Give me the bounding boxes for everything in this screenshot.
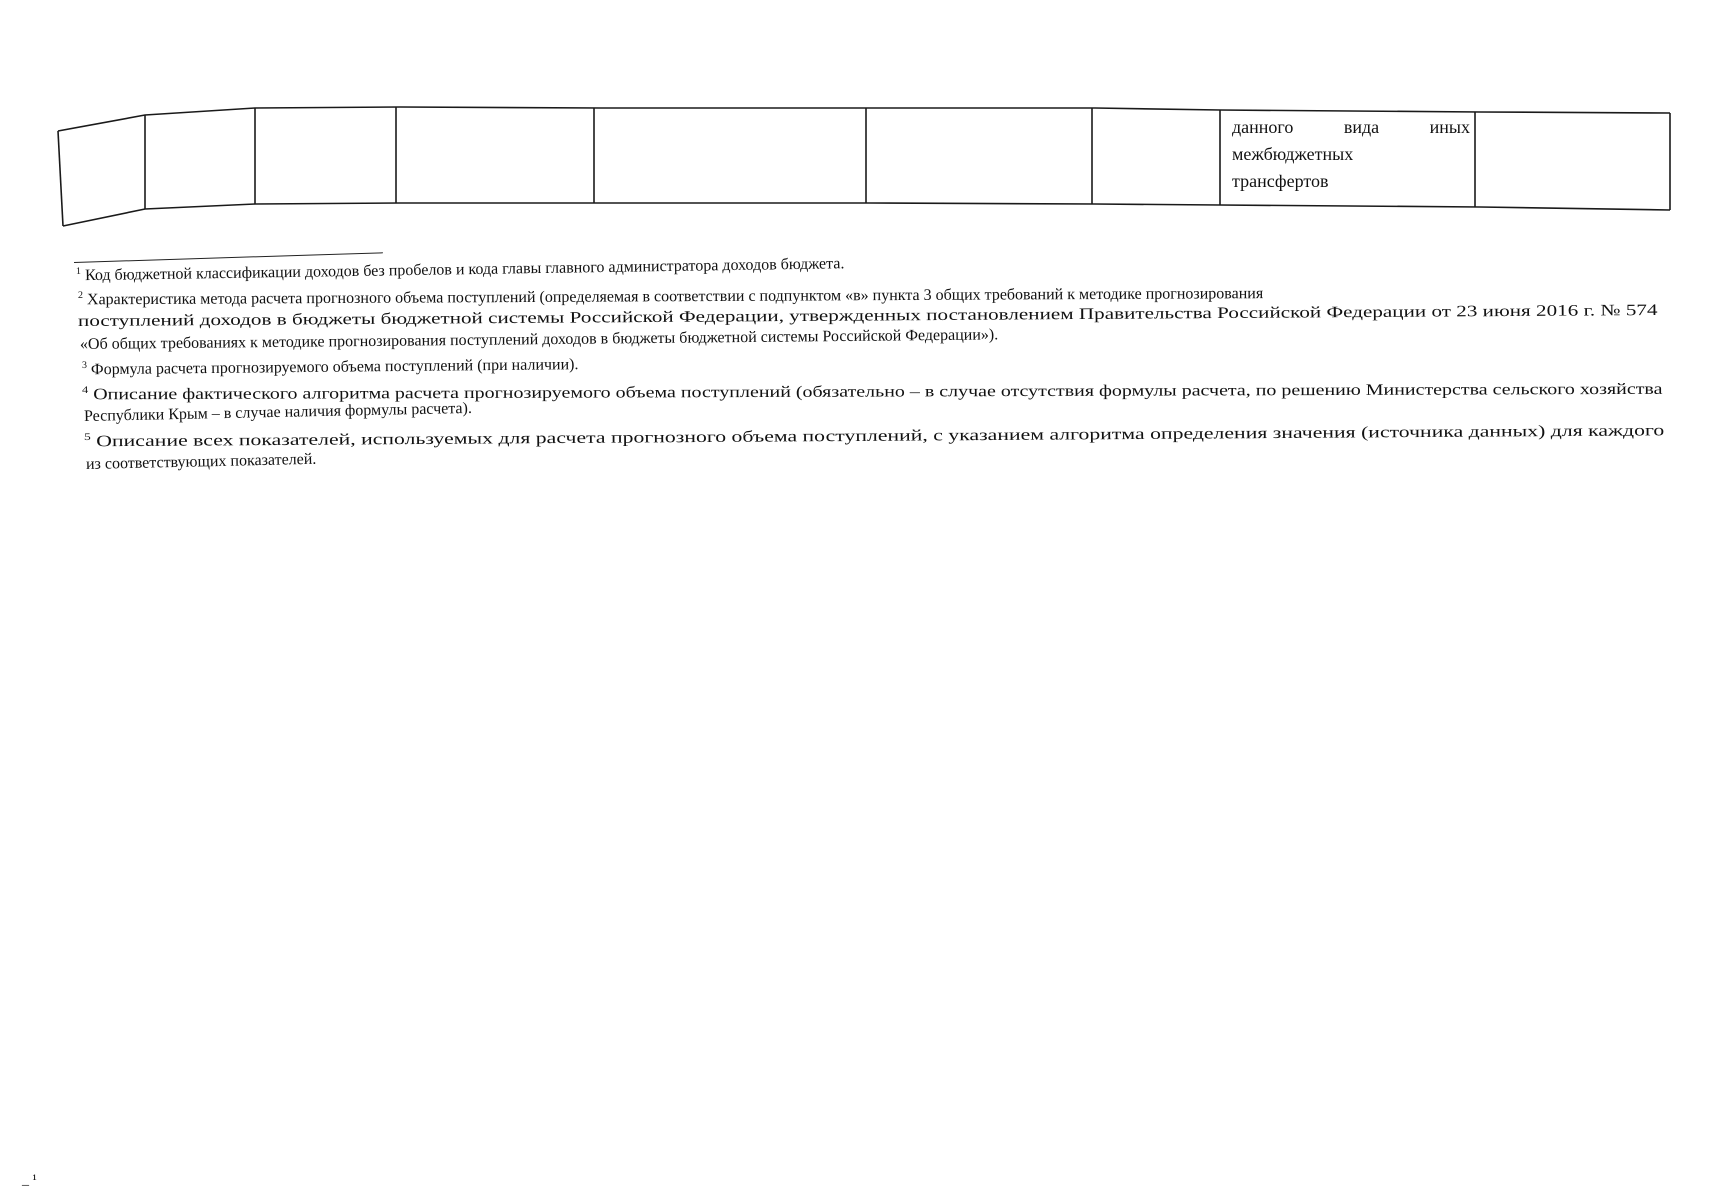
- footnote-number: 2: [77, 289, 84, 301]
- footnote-3: [82, 355, 579, 380]
- footnote-text: Формула расчета прогнозируемого объема поступлений (при наличии).: [90, 356, 579, 379]
- table-cell-word: иных: [1429, 117, 1470, 137]
- footnote-text: из соответствующих показателей.: [85, 450, 317, 473]
- page-mark: _ ¹: [22, 1173, 37, 1188]
- footnote-2-line-3: [80, 326, 998, 354]
- footnote-text: Описание фактического алгоритма расчета прогнозируемого объема поступлений (обязательно – в случае отсутствия формулы расчета, по решению Министерства сельского хозяйства: [93, 380, 1663, 404]
- table-bottom-border: [63, 203, 1670, 226]
- table-col-line: [58, 131, 63, 226]
- footnote-number: 3: [81, 359, 88, 371]
- footnote-text: «Об общих требованиях к методике прогнозирования поступлений доходов в бюджеты бюджетной системы Российской Федерации»).: [79, 326, 999, 353]
- footnote-4-line-1: [82, 379, 1663, 404]
- table-fragment: [0, 0, 1734, 240]
- table-cell-word: данного: [1232, 117, 1294, 137]
- footnote-number: 5: [83, 431, 91, 443]
- footnote-text: поступлений доходов в бюджеты бюджетной системы Российской Федерации, утвержденных постановлением Правительства Российской Федерации от 23 июня 2016 г. № 574: [77, 301, 1658, 330]
- footnote-text: Код бюджетной классификации доходов без пробелов и кода главы главного администратора доходов бюджета.: [84, 255, 845, 285]
- table-cell-line: [1232, 114, 1470, 141]
- footnote-5-line-2: [86, 451, 317, 474]
- footnote-5-line-1: [84, 421, 1664, 451]
- footnote-text: Республики Крым – в случае наличия формулы расчета).: [83, 399, 473, 425]
- table-cell-text: [1232, 114, 1470, 195]
- footnote-number: 1: [75, 265, 82, 277]
- table-cell-line: трансфертов: [1232, 171, 1329, 191]
- footnote-text: Характеристика метода расчета прогнозного объема поступлений (определяемая в соответствии с подпунктом «в» пункта 3 общих требований к методике прогнозирования: [86, 285, 1264, 309]
- footnote-number: 4: [81, 384, 89, 396]
- table-cell-line: межбюджетных: [1232, 144, 1354, 164]
- table-cell-word: вида: [1343, 117, 1380, 137]
- footnote-text: Описание всех показателей, используемых для расчета прогнозного объема поступлений, с указанием алгоритма определения значения (источника данных) для каждого: [96, 422, 1665, 451]
